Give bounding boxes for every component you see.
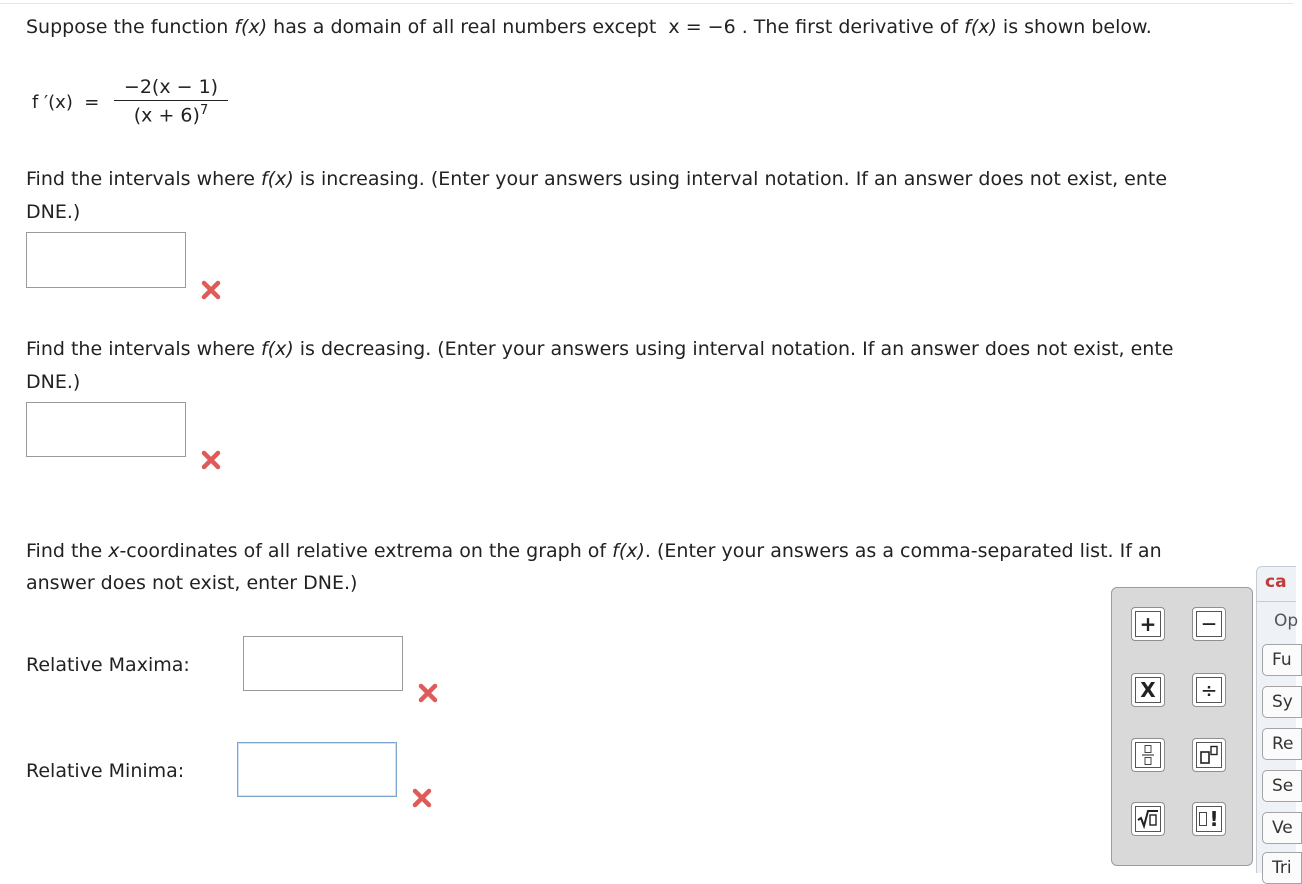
multiply-button[interactable] [1131,673,1165,707]
plus-icon: + [1135,611,1161,637]
part1-prompt-line2: DNE.) [26,201,81,223]
increasing-intervals-input[interactable] [26,232,186,288]
relative-minima-input[interactable] [237,742,397,797]
prompt-text: . (Enter your answers as a comma-separated list. If an [644,540,1162,562]
intro-text: is shown below. [996,16,1152,38]
prompt-text: is decreasing. (Enter your answers using interval notation. If an answer does not exist, ente [293,338,1174,360]
part3-prompt [26,540,1162,563]
function-name: f(x) [964,16,997,38]
derivative-fraction [112,76,230,126]
derivative-lhs [32,92,99,114]
relative-minima-label: Relative Minima: [26,760,185,782]
question-intro [26,16,1152,39]
fraction-denominator [112,101,230,126]
fraction-button[interactable] [1131,738,1165,772]
divide-icon: ÷ [1196,677,1222,703]
factorial-icon [1196,806,1222,832]
factorial-button[interactable] [1192,802,1226,836]
relative-maxima-label: Relative Maxima: [26,654,190,676]
x-mark-icon [200,449,222,471]
x-mark-icon [411,787,433,809]
prompt-text: Find the [26,540,109,562]
function-name: f(x) [260,168,294,190]
prompt-text: is increasing. (Enter your answers using interval notation. If an answer does not exist, ente [293,168,1168,190]
relative-maxima-input[interactable] [243,636,403,691]
tab-operations[interactable]: Op [1274,611,1299,631]
denominator-exponent: 7 [199,103,209,118]
tab-symbols[interactable]: Sy [1262,686,1302,718]
category-header: ca [1256,566,1296,602]
factorial-symbol: ! [1209,807,1219,831]
part2-prompt [26,338,1174,361]
decreasing-intervals-input[interactable] [26,402,186,457]
tab-functions[interactable]: Fu [1262,644,1302,676]
part1-prompt [26,168,1167,191]
intro-text: . The first derivative of [741,16,965,38]
x-mark-icon [200,279,222,301]
exponent-button[interactable] [1192,738,1226,772]
intro-text: Suppose the function [26,16,235,38]
tab-vectors[interactable]: Ve [1262,812,1302,844]
part3-prompt-line2: answer does not exist, enter DNE.) [26,572,358,594]
variable-x: x [108,540,120,562]
function-name: f(x) [260,338,294,360]
function-name: f(x) [612,540,645,562]
tab-relations[interactable]: Re [1262,728,1302,760]
math-palette [1111,587,1253,866]
minus-icon: — [1196,611,1222,637]
excluded-value: x = −6 [668,16,736,38]
prompt-text: Find the intervals where [26,338,261,360]
tab-trig[interactable]: Tri [1262,852,1302,884]
equals-sign: = [84,92,100,113]
part2-prompt-line2: DNE.) [26,371,81,393]
fraction-numerator: −2(x − 1) [123,76,219,98]
derivative-symbol: f ′(x) [32,92,73,113]
top-divider [0,3,1294,4]
fraction-icon [1135,742,1161,768]
intro-text: has a domain of all real numbers except [267,16,663,38]
x-mark-icon [417,682,439,704]
exponent-icon [1196,742,1222,768]
prompt-text: -coordinates of all relative extrema on the graph of [119,540,613,562]
function-name: f(x) [234,16,268,38]
sqrt-icon [1135,806,1161,832]
denominator-base: (x + 6) [133,104,200,127]
tab-sets[interactable]: Se [1262,770,1302,802]
placeholder-box [1199,812,1207,826]
minus-button[interactable] [1192,607,1226,641]
sqrt-button[interactable] [1131,802,1165,836]
divide-button[interactable] [1192,673,1226,707]
times-icon: X [1135,677,1161,703]
plus-button[interactable] [1131,607,1165,641]
prompt-text: Find the intervals where [26,168,261,190]
